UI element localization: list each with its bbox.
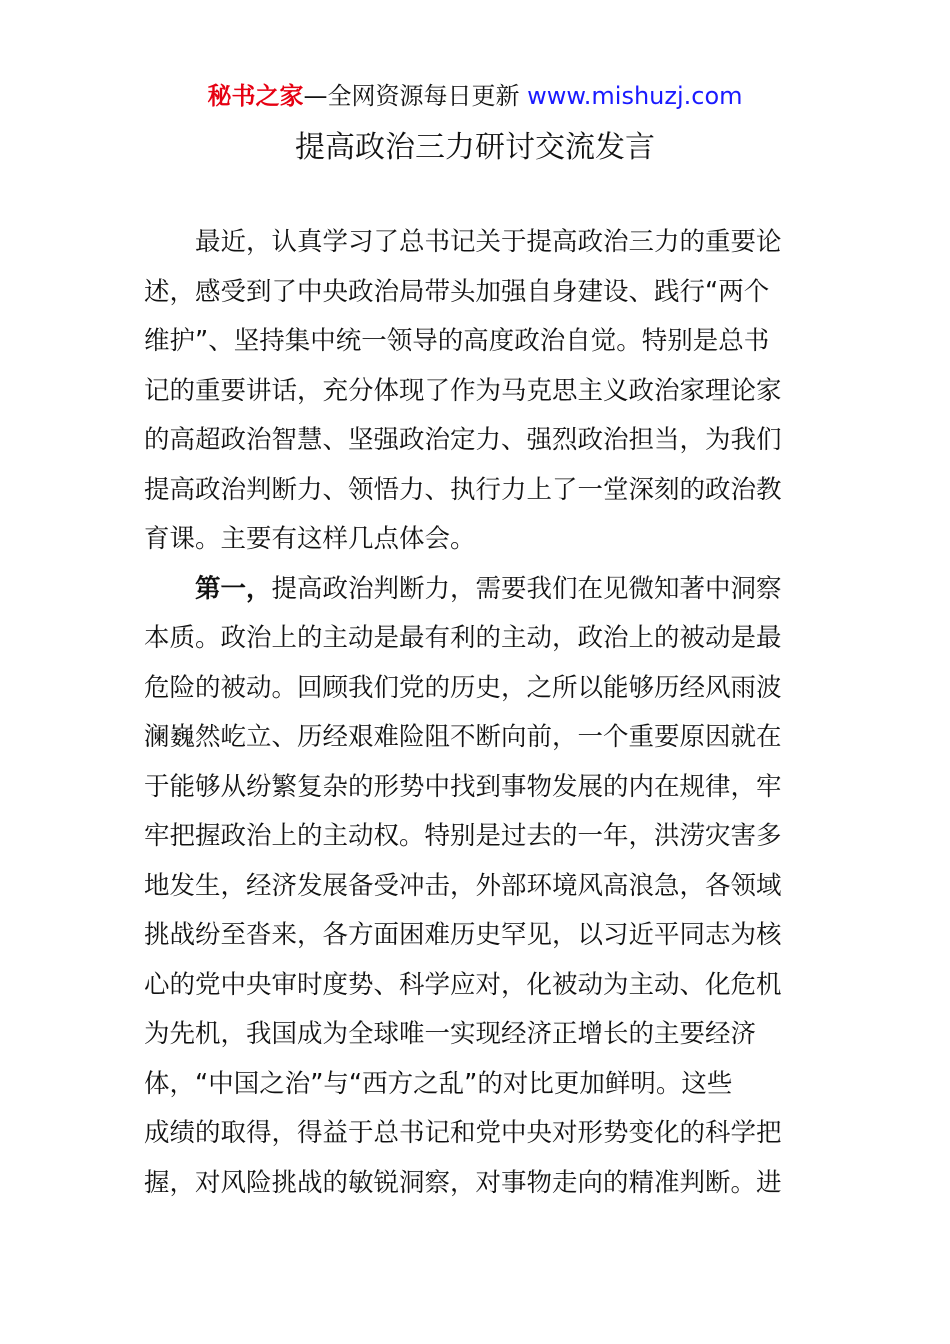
- body-line-text: 牢把握政治上的主动权。特别是过去的一年，洪涝灾害多: [144, 821, 782, 851]
- body-line-text: 最近，认真学习了总书记关于提高政治三力的重要论: [195, 227, 782, 257]
- body-line: [144, 1010, 808, 1060]
- document-title: 提高政治三力研讨交流发言: [295, 130, 655, 165]
- body-line: [144, 862, 808, 912]
- body-line-text: 述，感受到了中央政治局带头加强自身建设、践行“两个: [144, 276, 770, 307]
- body-line-text: 本质。政治上的主动是最有利的主动，政治上的被动是最: [144, 623, 782, 653]
- body-line-text: 地发生，经济发展备受冲击，外部环境风高浪急，各领域: [144, 870, 782, 901]
- body-line-text: 体，“中国之治”与“西方之乱”的对比更加鲜明。这些: [144, 1068, 733, 1099]
- body-line: [144, 961, 808, 1011]
- body-line-text: 提高政治判断力，需要我们在见微知著中洞察: [271, 573, 782, 604]
- body-line: [144, 565, 808, 615]
- body-line: [144, 911, 808, 961]
- body-line-text: 成绩的取得，得益于总书记和党中央对形势变化的科学把: [144, 1118, 782, 1148]
- body-line: [144, 515, 808, 565]
- body-line: [144, 317, 808, 367]
- body-line-text: 危险的被动。回顾我们党的历史，之所以能够历经风雨波: [144, 672, 782, 703]
- site-url-link[interactable]: www.mishuzj.com: [527, 82, 743, 110]
- site-tagline: —全网资源每日更新: [303, 82, 528, 110]
- body-line: [144, 1159, 808, 1209]
- body-line-text: 握，对风险挑战的敏锐洞察，对事物走向的精准判断。进: [144, 1167, 782, 1198]
- body-line-text: 的高超政治智慧、坚强政治定力、强烈政治担当，为我们: [144, 425, 782, 455]
- body-line-text: 澜巍然屹立、历经艰难险阻不断向前，一个重要原因就在: [144, 722, 782, 752]
- body-line: [144, 218, 808, 268]
- body-line: [144, 664, 808, 714]
- body-line: [144, 614, 808, 664]
- body-line-text: 于能够从纷繁复杂的形势中找到事物发展的内在规律，牢: [144, 771, 782, 802]
- body-line: [144, 416, 808, 466]
- body-line: [144, 268, 808, 318]
- body-line-text: 为先机，我国成为全球唯一实现经济正增长的主要经济: [144, 1019, 757, 1049]
- body-line: [144, 1109, 808, 1159]
- section-lead: 第一，: [195, 573, 272, 604]
- site-brand: 秘书之家: [207, 82, 304, 110]
- body-line-text: 挑战纷至沓来，各方面困难历史罕见，以习近平同志为核: [144, 920, 782, 950]
- body-line-text: 维护”、坚持集中统一领导的高度政治自觉。特别是总书: [144, 326, 770, 356]
- body-line: [144, 367, 808, 417]
- document-body: [144, 218, 808, 1208]
- body-line: [144, 763, 808, 813]
- body-line: [144, 812, 808, 862]
- body-line-text: 记的重要讲话，充分体现了作为马克思主义政治家理论家: [144, 375, 782, 406]
- body-line: [144, 713, 808, 763]
- body-line-text: 提高政治判断力、领悟力、执行力上了一堂深刻的政治教: [144, 474, 782, 505]
- body-line-text: 育课。主要有这样几点体会。: [144, 524, 476, 554]
- body-line: [144, 1060, 808, 1110]
- body-line: [144, 466, 808, 516]
- body-line-text: 心的党中央审时度势、科学应对，化被动为主动、化危机: [144, 969, 782, 1000]
- site-header: [0, 80, 950, 112]
